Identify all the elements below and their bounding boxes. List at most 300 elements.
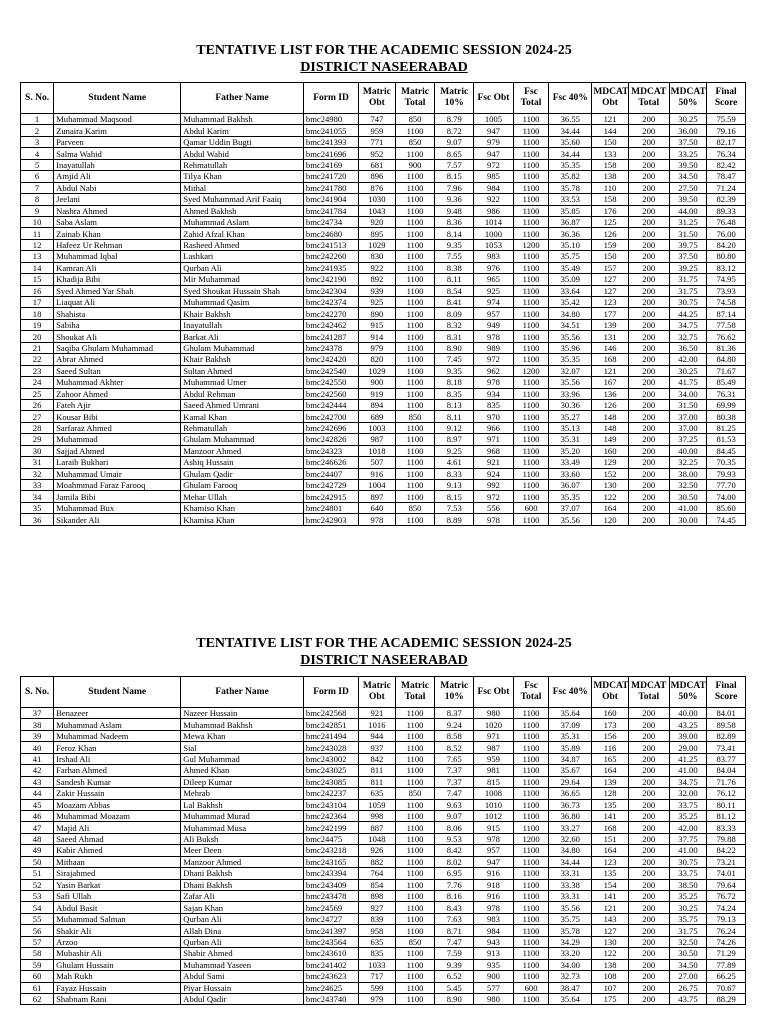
cell-mdcat-total: 200 [628,742,669,753]
cell-fsc-obt: 1010 [474,799,514,810]
cell-fsc-40: 35.96 [549,342,592,353]
table-row [21,708,746,719]
cell-matric-10: 9.12 [435,422,474,433]
cell-mdcat-obt: 159 [592,239,628,250]
cell-final-score: 82.42 [707,159,746,170]
cell-mdcat-50: 34.75 [669,776,707,787]
cell-mdcat-total: 200 [628,377,669,388]
cell-fsc-obt: 916 [474,891,514,902]
cell-fsc-obt: 978 [474,377,514,388]
cell-matric-obt: 1033 [359,959,395,970]
cell-father-name: Gul Muhammad [181,753,304,764]
table-row [21,730,746,741]
cell-final-score: 74.58 [707,297,746,308]
cell-mdcat-total: 200 [628,730,669,741]
section-1-table [20,82,746,526]
cell-mdcat-total: 200 [628,902,669,913]
cell-matric-obt: 1004 [359,480,395,491]
cell-mdcat-50: 43.25 [669,719,707,730]
cell-mdcat-obt: 139 [592,319,628,330]
cell-fsc-40: 35.31 [549,434,592,445]
cell-fsc-total: 1100 [513,845,548,856]
cell-matric-total: 900 [395,159,435,170]
col-header-matric-obt: Matric Obt [359,677,395,708]
cell-matric-10: 8.16 [435,891,474,902]
header-row [21,677,746,708]
cell-fsc-obt: 980 [474,993,514,1004]
cell-final-score: 88.29 [707,993,746,1004]
cell-student-name: Saqiba Ghulam Muhammad [54,342,181,353]
col-header-form-id: Form ID [303,83,358,114]
cell-form-id: bmc241402 [303,959,358,970]
cell-mdcat-50: 34.50 [669,959,707,970]
cell-matric-total: 1100 [395,902,435,913]
cell-fsc-obt: 978 [474,331,514,342]
cell-fsc-40: 35.67 [549,765,592,776]
cell-matric-10: 9.07 [435,810,474,821]
cell-mdcat-total: 200 [628,856,669,867]
cell-fsc-obt: 924 [474,468,514,479]
cell-mdcat-50: 27.00 [669,971,707,982]
cell-fsc-40: 35.10 [549,239,592,250]
cell-form-id: bmc242915 [303,491,358,502]
cell-final-score: 70.35 [707,457,746,468]
cell-sno: 51 [21,868,54,879]
cell-sno: 25 [21,388,54,399]
cell-matric-total: 1100 [395,445,435,456]
cell-form-id: bmc242568 [303,708,358,719]
cell-student-name: Shahista [54,308,181,319]
section-1-district [0,60,768,76]
cell-fsc-40: 34.44 [549,125,592,136]
cell-form-id: bmc246626 [303,457,358,468]
cell-form-id: bmc241287 [303,331,358,342]
cell-form-id: bmc24625 [303,982,358,993]
table-row [21,125,746,136]
cell-fsc-total: 1100 [513,491,548,502]
cell-matric-obt: 842 [359,753,395,764]
table-row [21,788,746,799]
cell-fsc-obt: 962 [474,365,514,376]
cell-student-name: Benazeer [54,708,181,719]
cell-student-name: Sirajahmed [54,868,181,879]
cell-fsc-total: 1100 [513,159,548,170]
cell-matric-total: 850 [395,502,435,513]
cell-student-name: Inayatullah [54,159,181,170]
cell-mdcat-50: 40.00 [669,708,707,719]
cell-matric-total: 1100 [395,148,435,159]
table-row [21,365,746,376]
cell-matric-10: 9.36 [435,194,474,205]
cell-fsc-obt: 966 [474,422,514,433]
cell-father-name: Muhammad Aslam [181,216,304,227]
cell-matric-10: 7.65 [435,753,474,764]
cell-matric-obt: 839 [359,913,395,924]
section-2-title: TENTATIVE LIST FOR THE ACADEMIC SESSION 2024-25 [196,636,572,651]
cell-sno: 33 [21,480,54,491]
cell-fsc-total: 1100 [513,205,548,216]
cell-father-name: Saeed Ahmed Umrani [181,399,304,410]
cell-sno: 54 [21,902,54,913]
cell-father-name: Qamar Uddin Bugti [181,136,304,147]
cell-student-name: Kousar Bibi [54,411,181,422]
cell-mdcat-total: 200 [628,331,669,342]
cell-fsc-total: 1100 [513,719,548,730]
cell-fsc-total: 1100 [513,445,548,456]
cell-mdcat-total: 200 [628,239,669,250]
cell-mdcat-50: 37.00 [669,422,707,433]
cell-father-name: Dhani Bakhsh [181,868,304,879]
table-row [21,993,746,1004]
cell-fsc-40: 33.31 [549,868,592,879]
cell-final-score: 76.24 [707,925,746,936]
cell-form-id: bmc242700 [303,411,358,422]
col-header-mdcat-50: MDCAT 50% [669,677,707,708]
cell-fsc-40: 35.85 [549,205,592,216]
cell-fsc-total: 1100 [513,194,548,205]
cell-fsc-total: 1100 [513,136,548,147]
cell-mdcat-total: 200 [628,993,669,1004]
cell-matric-total: 1100 [395,982,435,993]
cell-fsc-total: 1100 [513,114,548,125]
cell-sno: 12 [21,239,54,250]
cell-matric-total: 1100 [395,434,435,445]
cell-father-name: Barkat Ali [181,331,304,342]
table-row [21,136,746,147]
cell-mdcat-total: 200 [628,822,669,833]
cell-fsc-obt: 947 [474,148,514,159]
cell-final-score: 83.12 [707,262,746,273]
cell-sno: 47 [21,822,54,833]
table-row [21,971,746,982]
cell-mdcat-50: 37.75 [669,833,707,844]
cell-fsc-obt: 971 [474,730,514,741]
col-header-mdcat-50: MDCAT 50% [669,83,707,114]
cell-mdcat-obt: 121 [592,902,628,913]
cell-father-name: Syed Shoukat Hussain Shah [181,285,304,296]
cell-fsc-obt: 974 [474,297,514,308]
cell-student-name: Sandesh Kumar [54,776,181,787]
cell-matric-obt: 599 [359,982,395,993]
cell-matric-total: 1100 [395,262,435,273]
table-row [21,868,746,879]
cell-mdcat-obt: 130 [592,936,628,947]
cell-matric-10: 8.06 [435,822,474,833]
cell-matric-obt: 640 [359,502,395,513]
table-row [21,765,746,776]
cell-fsc-obt: 556 [474,502,514,513]
cell-mdcat-total: 200 [628,765,669,776]
cell-matric-obt: 854 [359,879,395,890]
cell-form-id: bmc243610 [303,948,358,959]
cell-matric-obt: 897 [359,491,395,502]
cell-fsc-total: 1100 [513,936,548,947]
table-row [21,491,746,502]
cell-student-name: Muhammad Umair [54,468,181,479]
col-header-matric-10: Matric 10% [435,83,474,114]
cell-mdcat-total: 200 [628,845,669,856]
cell-form-id: bmc24980 [303,114,358,125]
cell-fsc-obt: 987 [474,742,514,753]
cell-fsc-40: 36.80 [549,810,592,821]
cell-matric-obt: 921 [359,708,395,719]
table-row [21,411,746,422]
cell-matric-obt: 635 [359,788,395,799]
cell-matric-obt: 890 [359,308,395,319]
cell-mdcat-obt: 168 [592,354,628,365]
cell-father-name: Muhammad Murad [181,810,304,821]
cell-final-score: 84.01 [707,708,746,719]
cell-mdcat-total: 200 [628,285,669,296]
cell-student-name: Amjid Ali [54,171,181,182]
cell-student-name: Moazam Abbas [54,799,181,810]
cell-student-name: Feroz Khan [54,742,181,753]
cell-fsc-total: 1100 [513,788,548,799]
cell-final-score: 80.11 [707,799,746,810]
cell-matric-obt: 1003 [359,422,395,433]
cell-final-score: 74.95 [707,274,746,285]
cell-matric-obt: 925 [359,297,395,308]
cell-mdcat-obt: 148 [592,422,628,433]
cell-matric-total: 1100 [395,297,435,308]
cell-mdcat-total: 200 [628,833,669,844]
cell-fsc-40: 36.87 [549,216,592,227]
cell-mdcat-obt: 160 [592,708,628,719]
cell-father-name: Muhammad Umer [181,377,304,388]
cell-mdcat-obt: 123 [592,297,628,308]
cell-fsc-obt: 922 [474,194,514,205]
table-row [21,342,746,353]
cell-fsc-total: 1100 [513,319,548,330]
cell-mdcat-obt: 149 [592,434,628,445]
cell-fsc-total: 1100 [513,457,548,468]
cell-final-score: 78.47 [707,171,746,182]
cell-mdcat-total: 200 [628,125,669,136]
cell-final-score: 85.60 [707,502,746,513]
cell-mdcat-50: 39.75 [669,239,707,250]
cell-father-name: Zahid Afzal Khan [181,228,304,239]
col-header-mdcat-obt: MDCAT Obt [592,83,628,114]
cell-student-name: Saeed Ahmad [54,833,181,844]
table-row [21,399,746,410]
cell-matric-obt: 939 [359,285,395,296]
cell-student-name: Kamran Ali [54,262,181,273]
section-2-district [0,653,768,669]
cell-matric-total: 1100 [395,468,435,479]
cell-father-name: Allah Dina [181,925,304,936]
cell-fsc-40: 33.60 [549,468,592,479]
table-row [21,388,746,399]
cell-fsc-total: 1100 [513,993,548,1004]
cell-sno: 61 [21,982,54,993]
cell-matric-total: 1100 [395,182,435,193]
cell-mdcat-total: 200 [628,297,669,308]
cell-matric-total: 1100 [395,342,435,353]
cell-sno: 7 [21,182,54,193]
cell-fsc-obt: 970 [474,411,514,422]
cell-matric-obt: 914 [359,331,395,342]
cell-matric-obt: 635 [359,936,395,947]
cell-form-id: bmc242540 [303,365,358,376]
cell-fsc-obt: 985 [474,171,514,182]
cell-matric-total: 1100 [395,833,435,844]
cell-matric-total: 1100 [395,319,435,330]
cell-fsc-obt: 983 [474,913,514,924]
cell-form-id: bmc24475 [303,833,358,844]
cell-mdcat-50: 34.00 [669,388,707,399]
cell-sno: 24 [21,377,54,388]
cell-matric-obt: 894 [359,399,395,410]
cell-student-name: Muhammad Iqbal [54,251,181,262]
cell-fsc-40: 33.64 [549,285,592,296]
cell-form-id: bmc24169 [303,159,358,170]
cell-matric-obt: 1029 [359,239,395,250]
cell-matric-total: 1100 [395,377,435,388]
cell-matric-total: 1100 [395,331,435,342]
cell-sno: 38 [21,719,54,730]
cell-mdcat-obt: 127 [592,274,628,285]
cell-mdcat-obt: 164 [592,845,628,856]
cell-fsc-total: 1100 [513,342,548,353]
cell-matric-10: 7.37 [435,776,474,787]
cell-matric-10: 9.53 [435,833,474,844]
cell-mdcat-obt: 141 [592,810,628,821]
cell-father-name: Manzoor Ahmed [181,856,304,867]
cell-matric-total: 1100 [395,776,435,787]
table-row [21,434,746,445]
cell-student-name: Yasin Barkat [54,879,181,890]
cell-student-name: Jamila Bibi [54,491,181,502]
cell-matric-10: 8.90 [435,342,474,353]
cell-form-id: bmc242270 [303,308,358,319]
cell-mdcat-50: 36.50 [669,342,707,353]
cell-fsc-obt: 984 [474,925,514,936]
cell-mdcat-50: 34.75 [669,319,707,330]
cell-matric-total: 1100 [395,491,435,502]
cell-mdcat-obt: 152 [592,468,628,479]
cell-student-name: Muhammad Nadeem [54,730,181,741]
cell-matric-10: 8.72 [435,125,474,136]
cell-form-id: bmc241397 [303,925,358,936]
cell-student-name: Muhammad Aslam [54,719,181,730]
cell-mdcat-obt: 135 [592,799,628,810]
cell-mdcat-50: 43.75 [669,993,707,1004]
cell-mdcat-total: 200 [628,913,669,924]
cell-mdcat-total: 200 [628,354,669,365]
col-header-final-score: Final Score [707,677,746,708]
table-row [21,262,746,273]
cell-matric-total: 1100 [395,388,435,399]
cell-mdcat-total: 200 [628,491,669,502]
col-header-sno: S. No. [21,677,54,708]
table-row [21,457,746,468]
cell-matric-obt: 920 [359,216,395,227]
cell-student-name: Abdul Nabi [54,182,181,193]
cell-mdcat-obt: 136 [592,388,628,399]
cell-mdcat-obt: 108 [592,971,628,982]
table-row [21,274,746,285]
cell-matric-10: 7.53 [435,502,474,513]
cell-student-name: Abrar Ahmed [54,354,181,365]
cell-fsc-total: 1100 [513,856,548,867]
cell-father-name: Muhammad Yaseen [181,959,304,970]
cell-fsc-40: 35.78 [549,182,592,193]
cell-matric-obt: 979 [359,993,395,1004]
cell-student-name: Jeelani [54,194,181,205]
cell-mdcat-50: 30.25 [669,902,707,913]
cell-sno: 32 [21,468,54,479]
cell-fsc-obt: 835 [474,399,514,410]
cell-final-score: 76.00 [707,228,746,239]
cell-father-name: Qurban Ali [181,913,304,924]
cell-matric-10: 8.15 [435,171,474,182]
table-row [21,480,746,491]
cell-matric-10: 6.95 [435,868,474,879]
cell-sno: 4 [21,148,54,159]
cell-student-name: Sajjad Ahmed [54,445,181,456]
cell-final-score: 80.38 [707,411,746,422]
cell-mdcat-50: 37.50 [669,251,707,262]
cell-father-name: Mehar Ullah [181,491,304,502]
cell-mdcat-total: 200 [628,342,669,353]
cell-final-score: 81.25 [707,422,746,433]
cell-fsc-total: 1100 [513,182,548,193]
cell-form-id: bmc241494 [303,730,358,741]
cell-fsc-40: 33.49 [549,457,592,468]
table-row [21,114,746,125]
cell-mdcat-obt: 133 [592,148,628,159]
cell-matric-total: 850 [395,936,435,947]
cell-fsc-total: 1100 [513,216,548,227]
cell-mdcat-total: 200 [628,925,669,936]
col-header-final-score: Final Score [707,83,746,114]
cell-mdcat-obt: 138 [592,959,628,970]
cell-final-score: 84.20 [707,239,746,250]
cell-matric-total: 1100 [395,422,435,433]
cell-mdcat-50: 34.50 [669,171,707,182]
cell-student-name: Salma Wahid [54,148,181,159]
cell-matric-10: 9.35 [435,239,474,250]
cell-fsc-obt: 1020 [474,719,514,730]
cell-matric-obt: 747 [359,114,395,125]
cell-fsc-obt: 978 [474,514,514,525]
cell-mdcat-50: 41.00 [669,502,707,513]
cell-fsc-40: 35.31 [549,730,592,741]
cell-fsc-obt: 577 [474,982,514,993]
cell-father-name: Dileep Kumar [181,776,304,787]
cell-fsc-total: 1100 [513,742,548,753]
cell-matric-total: 1100 [395,399,435,410]
cell-matric-total: 1100 [395,799,435,810]
cell-mdcat-50: 32.75 [669,331,707,342]
cell-final-score: 84.80 [707,354,746,365]
table-row [21,228,746,239]
cell-matric-10: 7.63 [435,913,474,924]
cell-mdcat-50: 30.00 [669,514,707,525]
cell-sno: 34 [21,491,54,502]
cell-final-score: 77.89 [707,959,746,970]
col-header-fsc-40: Fsc 40% [549,83,592,114]
table-row [21,959,746,970]
cell-fsc-total: 1100 [513,354,548,365]
cell-fsc-obt: 1000 [474,228,514,239]
cell-student-name: Sarfaraz Ahmed [54,422,181,433]
cell-form-id: bmc242826 [303,434,358,445]
cell-fsc-40: 35.60 [549,136,592,147]
cell-form-id: bmc241784 [303,205,358,216]
cell-fsc-obt: 925 [474,285,514,296]
table-row [21,331,746,342]
